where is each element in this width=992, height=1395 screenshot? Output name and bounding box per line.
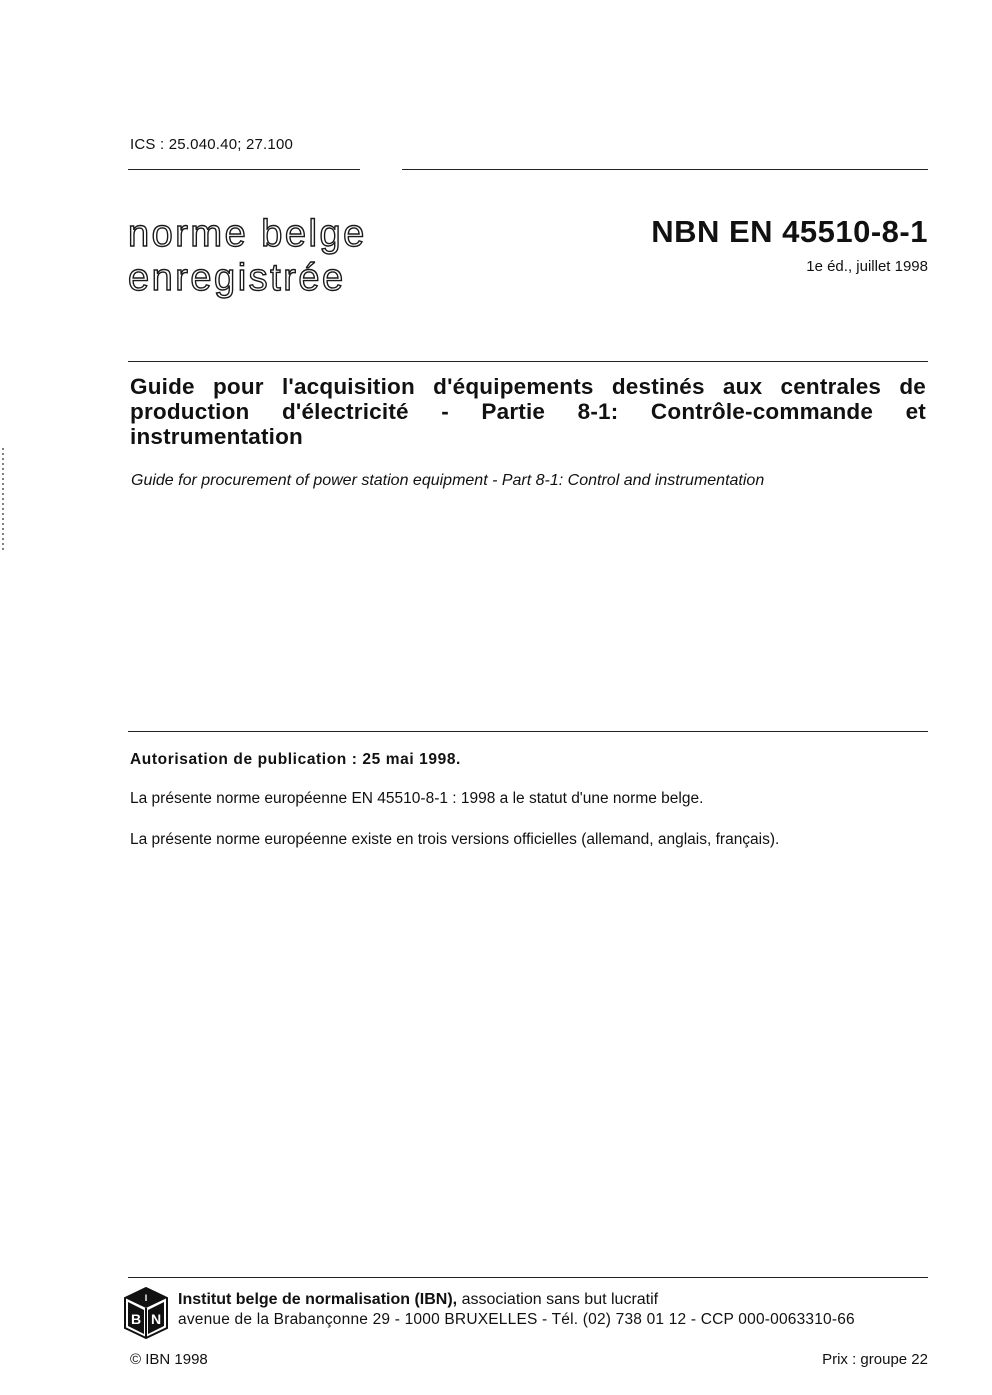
header-rule-left <box>128 169 360 170</box>
svg-text:N: N <box>150 1311 162 1327</box>
ibn-logo <box>124 1287 168 1339</box>
copyright: © IBN 1998 <box>130 1351 208 1368</box>
footer-rule <box>128 1277 928 1278</box>
svg-text:B: B <box>130 1311 142 1327</box>
publication-rule <box>128 731 928 732</box>
title-rule <box>128 361 928 362</box>
brand-line-2: enregistrée <box>128 257 346 299</box>
svg-text:I: I <box>144 1293 148 1303</box>
institute-line <box>178 1291 658 1309</box>
header-rule-right <box>402 169 928 170</box>
edition-info: 1e éd., juillet 1998 <box>806 258 928 275</box>
institute-type: association sans but lucratif <box>457 1291 659 1308</box>
brand-line-1: norme belge <box>128 213 367 255</box>
status-paragraph: La présente norme européenne EN 45510-8-1 : 1998 a le statut d'une norme belge. <box>130 790 704 807</box>
institute-address: avenue de la Brabançonne 29 - 1000 BRUXELLES - Tél. (02) 738 01 12 - CCP 000-0063310-66 <box>178 1311 855 1328</box>
ics-code: ICS : 25.040.40; 27.100 <box>130 136 294 153</box>
english-title: Guide for procurement of power station equipment - Part 8-1: Control and instrumentation <box>131 472 765 489</box>
institute-name: Institut belge de normalisation (IBN), <box>178 1291 458 1308</box>
price-group: Prix : groupe 22 <box>822 1351 928 1368</box>
versions-paragraph: La présente norme européenne existe en trois versions officielles (allemand, anglais, français). <box>130 831 780 848</box>
publication-authorisation: Autorisation de publication : 25 mai 1998. <box>130 751 461 768</box>
standard-code: NBN EN 45510-8-1 <box>651 214 928 249</box>
french-title: Guide pour l'acquisition d'équipements destinés aux centrales de production d'électricité - Partie 8-1: Contrôle-commande et instrumentation <box>130 374 926 449</box>
scan-margin-mark <box>0 448 6 553</box>
